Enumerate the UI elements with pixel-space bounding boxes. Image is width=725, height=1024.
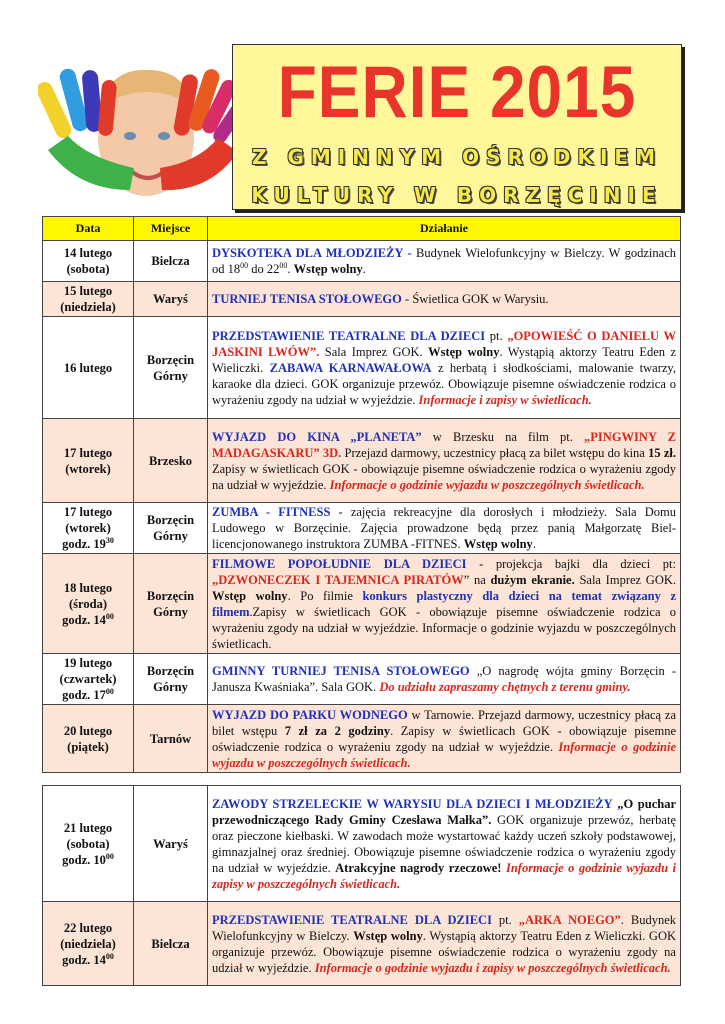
row-action: FILMOWE POPOŁUDNIE DLA DZIECI - projekcja bajki dla dzieci pt: „DZWONECZEK I TAJEMNICA PIRATÓW” na dużym ekranie. Sala Imprez GOK. Wstęp wolny. Po filmie konkurs plastyczny dla dzieci na temat związany z filmem.Zapisy w świetlicach GOK - obowiązuje pisemne oświadczenie rodzica o wyrażeniu zgody na udział w wyjeździe. Informacje o godzinie wyjazdu w poszczególnych świetlicach. [208,554,681,654]
table-row [43,786,681,902]
table-row [43,654,681,705]
row-date: 17 lutego (wtorek) godz. $19^{30}$ [43,503,134,554]
table-row [43,419,681,503]
col-header-place: Miejsce [134,217,208,241]
row-place: Borzęcin Górny [134,317,208,419]
child-painted-hands-photo [38,40,248,212]
table-row [43,902,681,986]
row-place: Borzęcin Górny [134,554,208,654]
row-date: 14 lutego (sobota) [43,241,134,282]
schedule-table-2 [42,785,681,986]
row-place: Tarnów [134,705,208,773]
page-title: FERIE 2015 [277,50,637,133]
row-action: ZAWODY STRZELECKIE W WARYSIU DLA DZIECI I MŁODZIEŻY „O puchar przewodniczącego Rady Gminy Czesława Małka”. GOK organizuje przewóz, herbatę oraz pieczone kiełbaski. W zawodach może wystartować każdy uczeń szkoły podstawowej, gimnazjalnej oraz średniej. Obowiązuje pisemne oświadczenie rodzica o wyrażeniu zgody na udział w wyjeździe. Atrakcyjne nagrody rzeczowe! Informacje o godzinie wyjazdu i zapisy w poszczególnych świetlicach. [208,786,681,902]
row-date: 21 lutego (sobota) godz. $10^{00}$ [43,786,134,902]
row-place: Bielcza [134,241,208,282]
row-place: Borzęcin Górny [134,503,208,554]
row-date: 19 lutego (czwartek) godz. $17^{00}$ [43,654,134,705]
table-header-row [43,217,681,241]
row-action: TURNIEJ TENISA STOŁOWEGO - Świetlica GOK w Warysiu. [208,282,681,317]
table-row [43,282,681,317]
row-action: ZUMBA - FITNESS - zajęcia rekreacyjne dla dorosłych i młodzieży. Sala Domu Ludowego w Borzęcinie. Zajęcia prowadzone będą przez panią Małgorzatę Biel-licencjonowanego instruktora ZUMBA -FITNES. Wstęp wolny. [208,503,681,554]
row-date: 17 lutego (wtorek) [43,419,134,503]
row-place: Waryś [134,282,208,317]
row-date: 22 lutego (niedziela) godz. $14^{00}$ [43,902,134,986]
row-place: Waryś [134,786,208,902]
table-row [43,317,681,419]
row-date: 18 lutego (środa) godz. $14^{00}$ [43,554,134,654]
row-date: 15 lutego (niedziela) [43,282,134,317]
subtitle-line-2: KULTURY W BORZĘCINIE [251,183,663,207]
subtitle-line-1: Z GMINNYM OŚRODKIEM [252,145,662,169]
row-action: WYJAZD DO PARKU WODNEGO w Tarnowie. Przejazd darmowy, uczestnicy płacą za bilet wstępu 7 zł za 2 godziny. Zapisy w świetlicach GOK - obowiązuje pisemne oświadczenie rodzica o wyrażeniu zgody na udział w wyjeździe. Informacje o godzinie wyjazdu w poszczególnych świetlicach. [208,705,681,773]
table-row [43,705,681,773]
schedule-table-1 [42,216,681,773]
row-action: DYSKOTEKA DLA MŁODZIEŻY - Budynek Wielofunkcyjny w Bielczy. W godzinach od $18^{00}$ do $22^{00}$. Wstęp wolny. [208,241,681,282]
row-action: WYJAZD DO KINA „PLANETA” w Brzesku na film pt. „PINGWINY Z MADAGASKARU” 3D. Przejazd darmowy, uczestnicy płacą za bilet wstępu do kina 15 zł. Zapisy w świetlicach GOK - obowiązuje pisemne oświadczenie rodzica o wyrażeniu zgody na udział w wyjeździe. Informacje o godzinie wyjazdu w poszczególnych świetlicach. [208,419,681,503]
row-action: PRZEDSTAWIENIE TEATRALNE DLA DZIECI pt. „OPOWIEŚĆ O DANIELU W JASKINI LWÓW”. Sala Imprez GOK. Wstęp wolny. Wystąpią aktorzy Teatru Eden z Wieliczki. ZABAWA KARNAWAŁOWA z herbatą i słodkościami, malowanie twarzy, karaoke dla dzieci. GOK organizuje przewóz. Obowiązuje pisemne oświadczenie rodzica o wyrażeniu zgody na udział w wyjeździe. Informacje i zapisy w świetlicach. [208,317,681,419]
row-place: Brzesko [134,419,208,503]
row-action: PRZEDSTAWIENIE TEATRALNE DLA DZIECI pt. „ARKA NOEGO”. Budynek Wielofunkcyjny w Bielczy. Wstęp wolny. Wystąpią aktorzy Teatru Eden z Wieliczki. GOK organizuje przewóz. Obowiązuje pisemne oświadczenie rodzica o wyrażeniu zgody na udział w wyjeździe. Informacje o godzinie wyjazdu i zapisy w poszczególnych świetlicach. [208,902,681,986]
row-date: 16 lutego [43,317,134,419]
table-row [43,503,681,554]
col-header-date: Data [43,217,134,241]
row-action: GMINNY TURNIEJ TENISA STOŁOWEGO „O nagrodę wójta gminy Borzęcin - Janusza Kwaśniaka”. Sala GOK. Do udziału zapraszamy chętnych z terenu gminy. [208,654,681,705]
header-banner [232,44,682,210]
row-date: 20 lutego (piątek) [43,705,134,773]
col-header-action: Działanie [208,217,681,241]
row-place: Bielcza [134,902,208,986]
table-row [43,241,681,282]
row-place: Borzęcin Górny [134,654,208,705]
table-row [43,554,681,654]
